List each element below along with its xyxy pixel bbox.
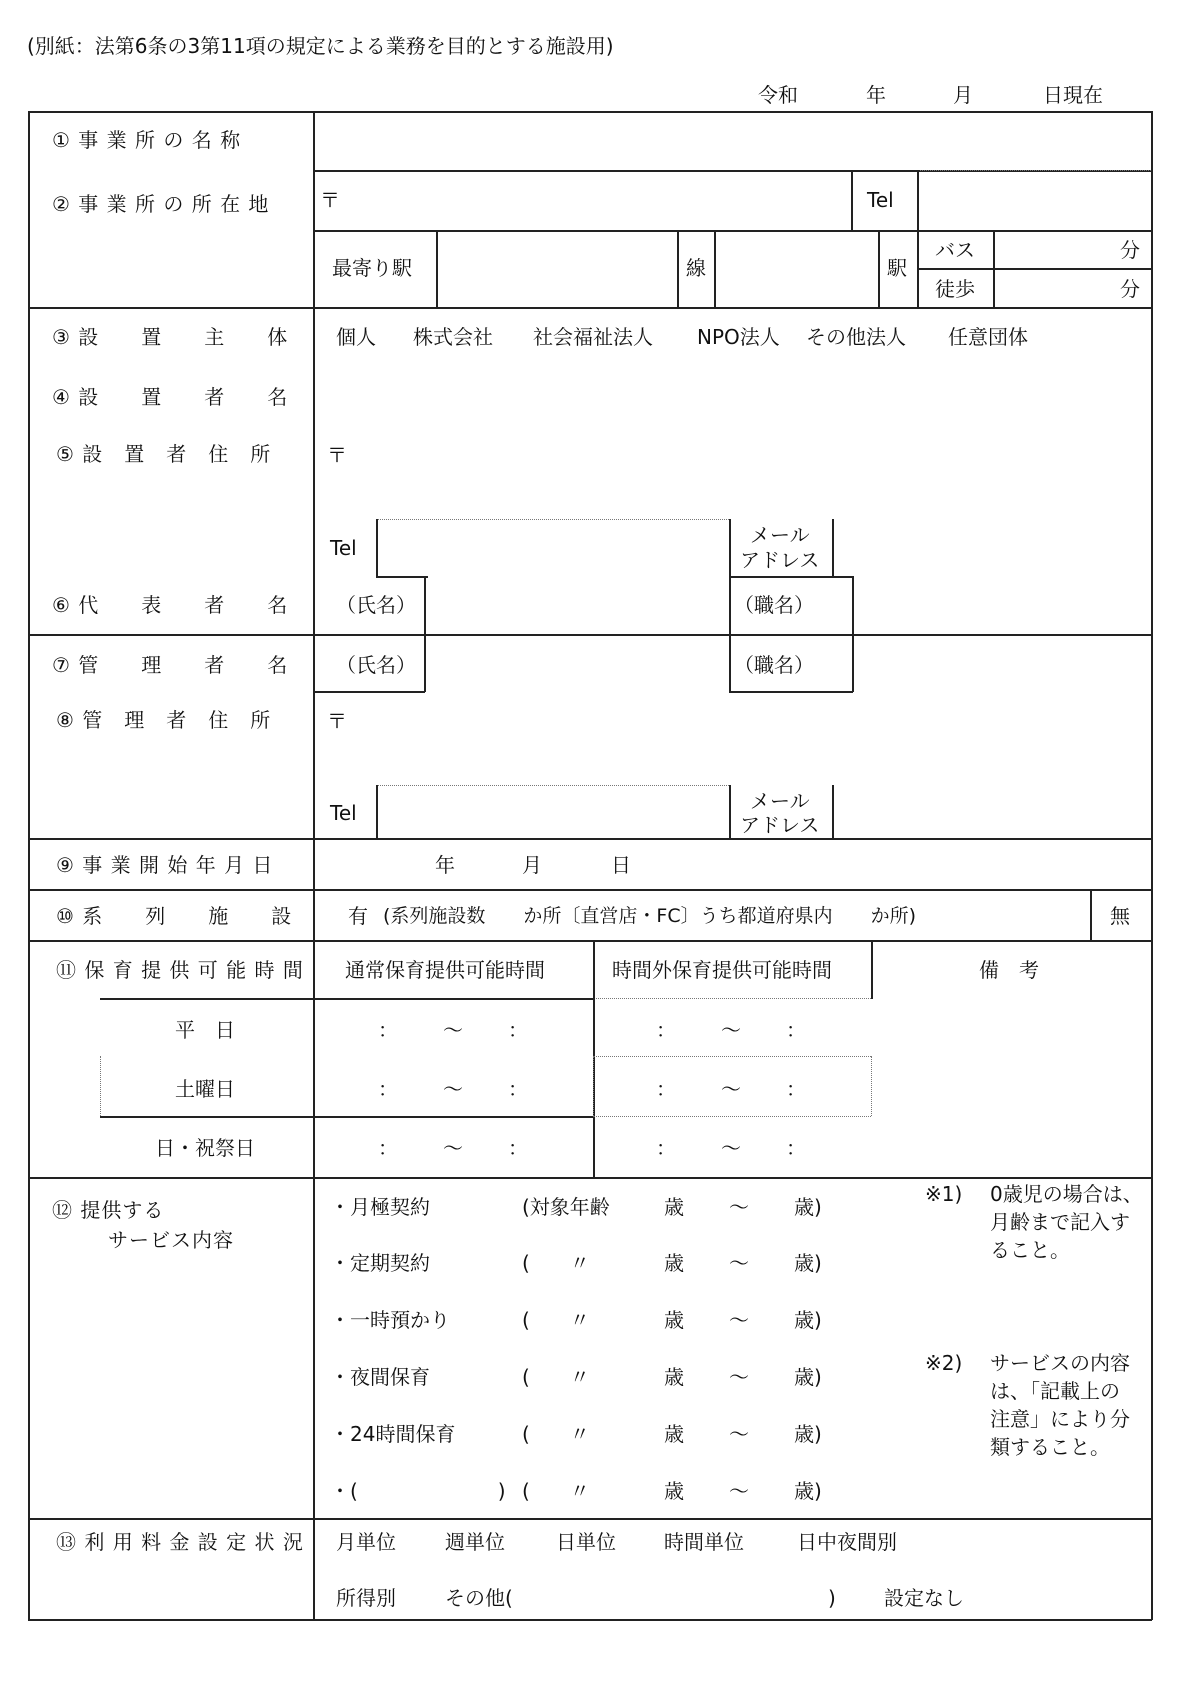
entity-option-voluntary-group[interactable]: 任意団体	[948, 325, 1028, 349]
note2-mark: ※2)	[925, 1351, 963, 1375]
bus-minutes-unit: 分	[1120, 238, 1140, 262]
note1-mark: ※1)	[925, 1182, 963, 1206]
saturday-extra-end-colon[interactable]: ：	[786, 1077, 806, 1101]
service-item-name[interactable]: ・一時預かり	[330, 1308, 450, 1332]
service-item-age-from[interactable]: 歳	[664, 1251, 684, 1275]
service-item-age-to[interactable]: 歳)	[794, 1365, 822, 1389]
fee-option-weekly[interactable]: 週単位	[445, 1530, 505, 1554]
weekday-label: 平 日	[175, 1018, 235, 1042]
service-item-name[interactable]: ・24時間保育	[330, 1422, 456, 1446]
service-item-target: ( 〃	[522, 1422, 590, 1446]
manager-address-label: ⑧ 管 理 者 住 所	[56, 708, 272, 732]
rail-line-suffix: 線	[686, 256, 706, 280]
manager-mail-label-1: メール	[750, 789, 810, 813]
services-label-line2: サービス内容	[108, 1228, 234, 1252]
date-day: 日現在	[1043, 83, 1103, 107]
fee-option-other[interactable]: その他(	[445, 1586, 513, 1610]
note2-line: サービスの内容	[990, 1351, 1130, 1375]
start-date-month: 月	[522, 853, 542, 877]
service-item-age-from[interactable]: 歳	[664, 1195, 684, 1219]
weekday-extra-end-colon[interactable]: ：	[786, 1018, 806, 1042]
service-item-age-to[interactable]: 歳)	[794, 1251, 822, 1275]
services-label-line1: ⑫ 提供する	[52, 1198, 165, 1222]
facility-name-field[interactable]	[316, 113, 1150, 169]
holiday-normal-tilde: ～	[443, 1136, 463, 1160]
fee-option-none[interactable]: 設定なし	[884, 1586, 964, 1610]
establisher-address-field[interactable]	[350, 430, 1148, 514]
establisher-name-field[interactable]	[316, 368, 1150, 420]
representative-title-prefix: （職名）	[734, 593, 814, 617]
fee-setting-label: ⑬ 利 用 料 金 設 定 状 況	[56, 1530, 304, 1554]
fee-other-close: )	[828, 1586, 836, 1610]
weekday-extra-start-colon[interactable]: ：	[656, 1018, 676, 1042]
holiday-extra-start-colon[interactable]: ：	[656, 1136, 676, 1160]
manager-address-field[interactable]	[350, 694, 1148, 782]
saturday-label: 土曜日	[175, 1077, 235, 1101]
representative-name-prefix: （氏名）	[336, 593, 416, 617]
weekday-extra-tilde: ～	[721, 1018, 741, 1042]
representative-name-label: ⑥ 代 表 者 名	[52, 593, 289, 617]
service-item-tilde: ～	[729, 1422, 749, 1446]
service-item-age-from[interactable]: 歳	[664, 1479, 684, 1503]
holiday-normal-start-colon[interactable]: ：	[378, 1136, 398, 1160]
facility-address-field[interactable]	[345, 172, 849, 228]
facility-tel-label: Tel	[867, 188, 894, 212]
saturday-normal-tilde: ～	[443, 1077, 463, 1101]
service-item-age-from[interactable]: 歳	[664, 1422, 684, 1446]
affiliated-no-option[interactable]: 無	[1110, 904, 1130, 928]
station-suffix: 駅	[887, 256, 907, 280]
establisher-mail-label-1: メール	[750, 523, 810, 547]
facility-address-label: ② 事 業 所 の 所 在 地	[52, 192, 270, 216]
manager-name-field[interactable]	[427, 637, 727, 689]
establisher-address-label: ⑤ 設 置 者 住 所	[56, 442, 272, 466]
date-era: 令和	[758, 83, 798, 107]
service-item-target: ( 〃	[522, 1251, 590, 1275]
facility-name-label: ① 事 業 所 の 名 称	[52, 128, 242, 152]
service-item-tilde: ～	[729, 1251, 749, 1275]
service-item-target: (対象年齢	[522, 1195, 610, 1219]
holiday-normal-end-colon[interactable]: ：	[508, 1136, 528, 1160]
extra-hours-header: 時間外保育提供可能時間	[612, 958, 832, 982]
start-date-year: 年	[435, 853, 455, 877]
establisher-name-label: ④ 設 置 者 名	[52, 385, 289, 409]
date-year: 年	[866, 83, 886, 107]
fee-option-income[interactable]: 所得別	[336, 1586, 396, 1610]
manager-title-field[interactable]	[855, 637, 1149, 689]
fee-option-hourly[interactable]: 時間単位	[664, 1530, 744, 1554]
nearest-station-label: 最寄り駅	[332, 256, 412, 280]
note2-line: 類すること。	[990, 1435, 1110, 1459]
walk-minutes-unit: 分	[1120, 277, 1140, 301]
service-item-name[interactable]: ・夜間保育	[330, 1365, 430, 1389]
care-hours-label: ⑪ 保 育 提 供 可 能 時 間	[56, 958, 304, 982]
holiday-extra-end-colon[interactable]: ：	[786, 1136, 806, 1160]
establisher-postal-mark: 〒	[327, 443, 347, 467]
service-item-age-to[interactable]: 歳)	[794, 1195, 822, 1219]
walk-label: 徒歩	[935, 277, 975, 301]
date-month: 月	[953, 83, 973, 107]
service-item-age-to[interactable]: 歳)	[794, 1479, 822, 1503]
note1-line: 月齢まで記入す	[990, 1210, 1130, 1234]
representative-title-field[interactable]	[855, 579, 1149, 631]
note2-line: 注意」により分	[990, 1407, 1130, 1431]
service-item-age-from[interactable]: 歳	[664, 1308, 684, 1332]
manager-mail-label-2: アドレス	[740, 813, 820, 837]
holiday-extra-tilde: ～	[721, 1136, 741, 1160]
service-item-name[interactable]: ・月極契約	[330, 1195, 430, 1219]
entity-option-npo[interactable]: NPO法人	[697, 325, 780, 349]
affiliated-facilities-label: ⑩ 系 列 施 設	[56, 904, 293, 928]
service-item-tilde: ～	[729, 1479, 749, 1503]
facility-postal-mark: 〒	[320, 188, 340, 212]
form-note: (別紙：法第6条の3第11項の規定による業務を目的とする施設用)	[27, 34, 614, 58]
weekday-normal-tilde: ～	[443, 1018, 463, 1042]
remarks-header: 備 考	[979, 958, 1039, 982]
start-date-label: ⑨ 事 業 開 始 年 月 日	[56, 853, 274, 877]
service-item-age-to[interactable]: 歳)	[794, 1422, 822, 1446]
manager-tel-label: Tel	[330, 801, 357, 825]
entity-option-other-corp[interactable]: その他法人	[806, 325, 906, 349]
bus-label: バス	[935, 238, 975, 262]
service-item-tilde: ～	[729, 1365, 749, 1389]
weekday-normal-end-colon[interactable]: ：	[508, 1018, 528, 1042]
entity-option-social-welfare[interactable]: 社会福祉法人	[533, 325, 653, 349]
manager-postal-mark: 〒	[327, 709, 347, 733]
service-item-age-from[interactable]: 歳	[664, 1365, 684, 1389]
saturday-extra-tilde: ～	[721, 1077, 741, 1101]
fee-option-daily[interactable]: 日単位	[556, 1530, 616, 1554]
service-item-tilde: ～	[729, 1308, 749, 1332]
establisher-tel-field[interactable]	[379, 522, 727, 574]
manager-title-prefix: （職名）	[734, 653, 814, 677]
station-field[interactable]	[716, 232, 876, 305]
representative-name-field[interactable]	[427, 579, 727, 631]
establisher-tel-label: Tel	[330, 536, 357, 560]
fee-other-field[interactable]	[525, 1580, 825, 1612]
affiliated-yes-option[interactable]: 有	[348, 904, 368, 928]
establishing-entity-label: ③ 設 置 主 体	[52, 325, 289, 349]
rail-line-field[interactable]	[438, 232, 675, 305]
facility-tel-field[interactable]	[919, 172, 1149, 228]
manager-mail-field[interactable]	[835, 788, 1148, 836]
saturday-normal-start-colon[interactable]: ：	[378, 1077, 398, 1101]
fee-option-monthly[interactable]: 月単位	[336, 1530, 396, 1554]
note1-line: 0歳児の場合は、	[990, 1182, 1143, 1206]
establisher-mail-label-2: アドレス	[740, 548, 820, 572]
saturday-extra-start-colon[interactable]: ：	[656, 1077, 676, 1101]
manager-name-label: ⑦ 管 理 者 名	[52, 653, 289, 677]
service-item-target: ( 〃	[522, 1365, 590, 1389]
affiliated-detail: (系列施設数 か所〔直営店・FC〕うち都道府県内 か所)	[383, 905, 917, 927]
service-item-target: ( 〃	[522, 1479, 590, 1503]
normal-hours-header: 通常保育提供可能時間	[345, 958, 545, 982]
service-item-name[interactable]: ・定期契約	[330, 1251, 430, 1275]
fee-option-day-night[interactable]: 日中夜間別	[797, 1530, 897, 1554]
entity-option-corporation[interactable]: 株式会社	[413, 325, 493, 349]
service-item-target: ( 〃	[522, 1308, 590, 1332]
note1-line: ること。	[990, 1238, 1070, 1262]
manager-name-prefix: （氏名）	[336, 653, 416, 677]
service-item-tilde: ～	[729, 1195, 749, 1219]
start-date-day: 日	[611, 853, 631, 877]
establisher-mail-field[interactable]	[835, 522, 1148, 574]
manager-tel-field[interactable]	[379, 788, 727, 836]
service-item-name[interactable]: ・( )	[330, 1479, 506, 1503]
note2-line: は、「記載上の	[990, 1379, 1120, 1403]
weekday-normal-start-colon[interactable]: ：	[378, 1018, 398, 1042]
service-item-age-to[interactable]: 歳)	[794, 1308, 822, 1332]
entity-option-individual[interactable]: 個人	[336, 325, 376, 349]
saturday-normal-end-colon[interactable]: ：	[508, 1077, 528, 1101]
holiday-label: 日・祝祭日	[155, 1136, 255, 1160]
